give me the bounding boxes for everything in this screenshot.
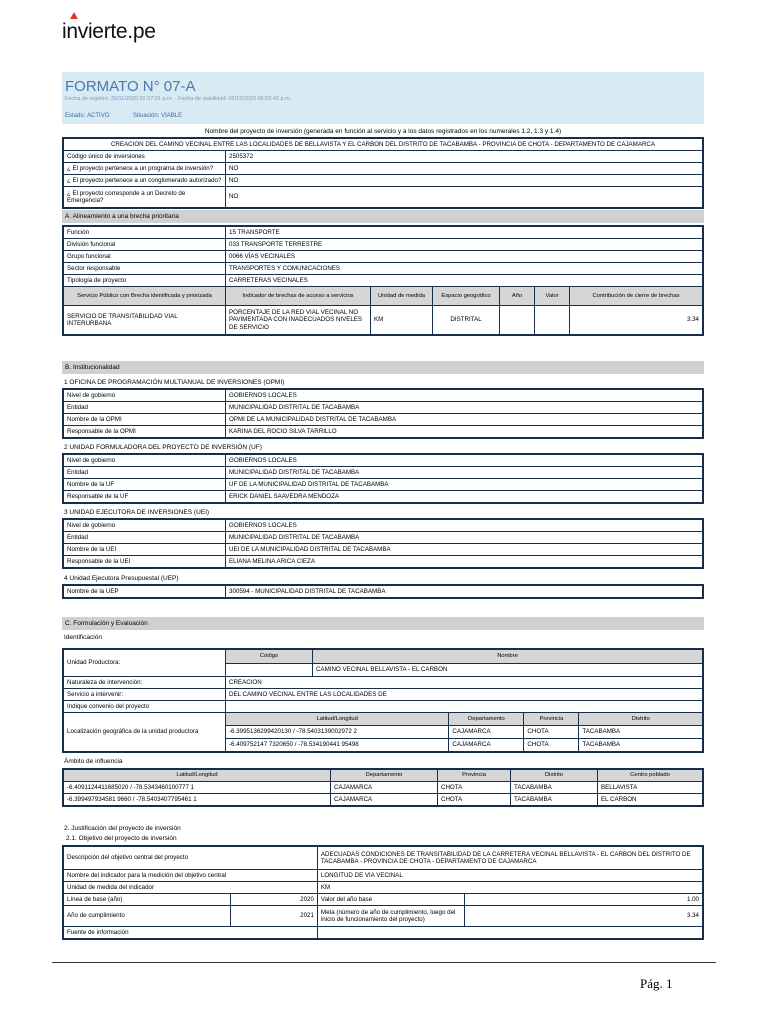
page-number: Pág. 1: [640, 976, 673, 991]
section-c-title: C. Formulación y Evaluación: [62, 617, 704, 630]
footer-divider: [52, 962, 716, 963]
uep-title: 4 Unidad Ejecutora Presupuestal (UEP): [64, 575, 179, 582]
uep-table: Nombre de la UEP 300594 - MUNICIPALIDAD DISTRITAL DE TACABAMBA: [62, 584, 704, 599]
project-name: CREACION DEL CAMINO VECINAL ENTRE LAS LOCALIDADES DE BELLAVISTA Y EL CARBON DEL DISTRITO DE TACABAMBA - PROVINCIA DE CHOTA - DEPARTAMENTO DE CAJAMARCA: [63, 138, 703, 151]
section-b-title: B. Institucionalidad: [62, 361, 704, 374]
uei-title: 3 UNIDAD EJECUTORA DE INVERSIONES (UEI): [64, 509, 210, 516]
objetivo-title: 2.1. Objetivo del proyecto de inversión: [66, 835, 177, 842]
logo: invierte.pe: [62, 20, 156, 44]
objective-table: Descripción del objetivo central del proyecto ADECUADAS CONDICIONES DE TRANSITABILIDAD DE LA CARRETERA VECINAL BELLAVISTA - EL CARBON DEL DISTRITO DE TACABAMBA - PROVINCIA DE CHOTA - DEPARTAMENTO DE CAJAMARCA Nombre del indicador para la medición del objetivo central LONGITUD DE VIA VECINAL Unidad de medida del indicador KM Línea de base (año) 2020 Valor del año base 1.00 Año de cumplimiento 2021 Meta (número de año de cumplimiento, luego del inicio de funcionamiento del proyecto) 3.34 Fuente de información: [62, 845, 704, 940]
status-line: Estado: ACTIVO Situación: VIABLE: [65, 113, 183, 119]
section-a-table: Función 15 TRANSPORTE División funcional 033 TRANSPORTE TERRESTRE Grupo funcional 0066 VÍAS VECINALES Sector responsable TRANSPORTES Y COMUNICACIONES Tipología de proyecto CARRETERAS VECINALES Servicio Público con Brecha identificada y priorizada Indicador de brechas de acceso a servicios Unidad de medida Espacio geográfico Año Valor Contribución de cierre de brechas SERVICIO DE TRANSITABILIDAD VIAL INTERURBANA PORCENTAJE DE LA RED VIAL VECINAL NO PAVIMENTADA CON INADECUADOS NIVELES DE SERVICIO KM DISTRITAL 3.34: [62, 225, 704, 336]
identificacion-title: Identificación: [64, 634, 102, 641]
project-table: CREACION DEL CAMINO VECINAL ENTRE LAS LOCALIDADES DE BELLAVISTA Y EL CARBON DEL DISTRITO DE TACABAMBA - PROVINCIA DE CHOTA - DEPARTAMENTO DE CAJAMARCA Código único de inversiones 2505372 ¿ El proyecto pertenece a un programa de inversión? NO ¿ El proyecto pertenece a un conglomerado autorizado? NO ¿ El proyecto corresponde a un Decreto de Emergencia? NO: [62, 137, 704, 209]
uei-table: Nivel de gobierno GOBIERNOS LOCALES Entidad MUNICIPALIDAD DISTRITAL DE TACABAMBA Nombre de la UEI UEI DE LA MUNICIPALIDAD DISTRITAL DE TACABAMBA Responsable de la UEI ELIANA MELINA ARICA CIEZA: [62, 518, 704, 569]
identification-table: Unidad Productora: Código Nombre CAMINO VECINAL BELLAVISTA - EL CARBON Naturaleza de intervención: CREACION Servicio a intervenir: DEL CAMINO VECINAL ENTRE LAS LOCALIDADES DE Indique convenio del proyecto Localización geográfica de la unidad productora Latitud/Longitud Departamento Provincia Distrito -6.3995136299420130 / -78.5403139002972 2 CAJAMARCA CHOTA TACABAMBA -6.409752147 7320650 / -78.534190441 95498 CAJAMARCA CHOTA TACABAMBA: [62, 648, 704, 753]
form-title: FORMATO N° 07-A: [65, 78, 196, 95]
opmi-title: 1 OFICINA DE PROGRAMACIÓN MULTIANUAL DE INVERSIONES (OPMI): [64, 379, 285, 386]
status-value: ACTIVO: [87, 113, 110, 119]
situation-value: VIABLE: [161, 113, 183, 119]
ambito-title: Ámbito de influencia: [64, 758, 123, 765]
section-a-title: A. Alineamiento a una brecha prioritaria: [62, 210, 704, 223]
uf-table: Nivel de gobierno GOBIERNOS LOCALES Entidad MUNICIPALIDAD DISTRITAL DE TACABAMBA Nombre de la UF UF DE LA MUNICIPALIDAD DISTRITAL DE TACABAMBA Responsable de la UF ERICK DANIEL SAAVEDRA MENDOZA: [62, 453, 704, 504]
uf-title: 2 UNIDAD FORMULADORA DEL PROYECTO DE INVERSIÓN (UF): [64, 444, 262, 451]
project-name-label: Nombre del proyecto de inversión (generada en función al servicio y a los datos registrados en los numerales 1.2, 1.3 y 1.4): [204, 128, 562, 135]
form-header: [62, 72, 704, 124]
ambito-table: Latitud/Longitud Departamento Provincia Distrito Centro poblado -6.4091124411685020 / -78.5343460100777 1 CAJAMARCA CHOTA TACABAMBA BELLAVISTA -6.399497934581 9660 / -78.5403407795461 1 CAJAMARCA CHOTA TACABAMBA EL CARBON: [62, 768, 704, 807]
logo-mark-icon: [70, 12, 78, 19]
justificacion-title: 2. Justificación del proyecto de inversión: [64, 825, 181, 832]
form-dates: Fecha de registro: 30/11/2020 02:37:01 p.m. - Fecha de viabilidad: 03/12/2020 06:03:42 p.m.: [65, 96, 292, 102]
opmi-table: Nivel de gobierno GOBIERNOS LOCALES Entidad MUNICIPALIDAD DISTRITAL DE TACABAMBA Nombre de la OPMI OPMI DE LA MUNICIPALIDAD DISTRITAL DE TACABAMBA Responsable de la OPMI KARINA DEL ROCIO SILVA TARRILLO: [62, 388, 704, 439]
